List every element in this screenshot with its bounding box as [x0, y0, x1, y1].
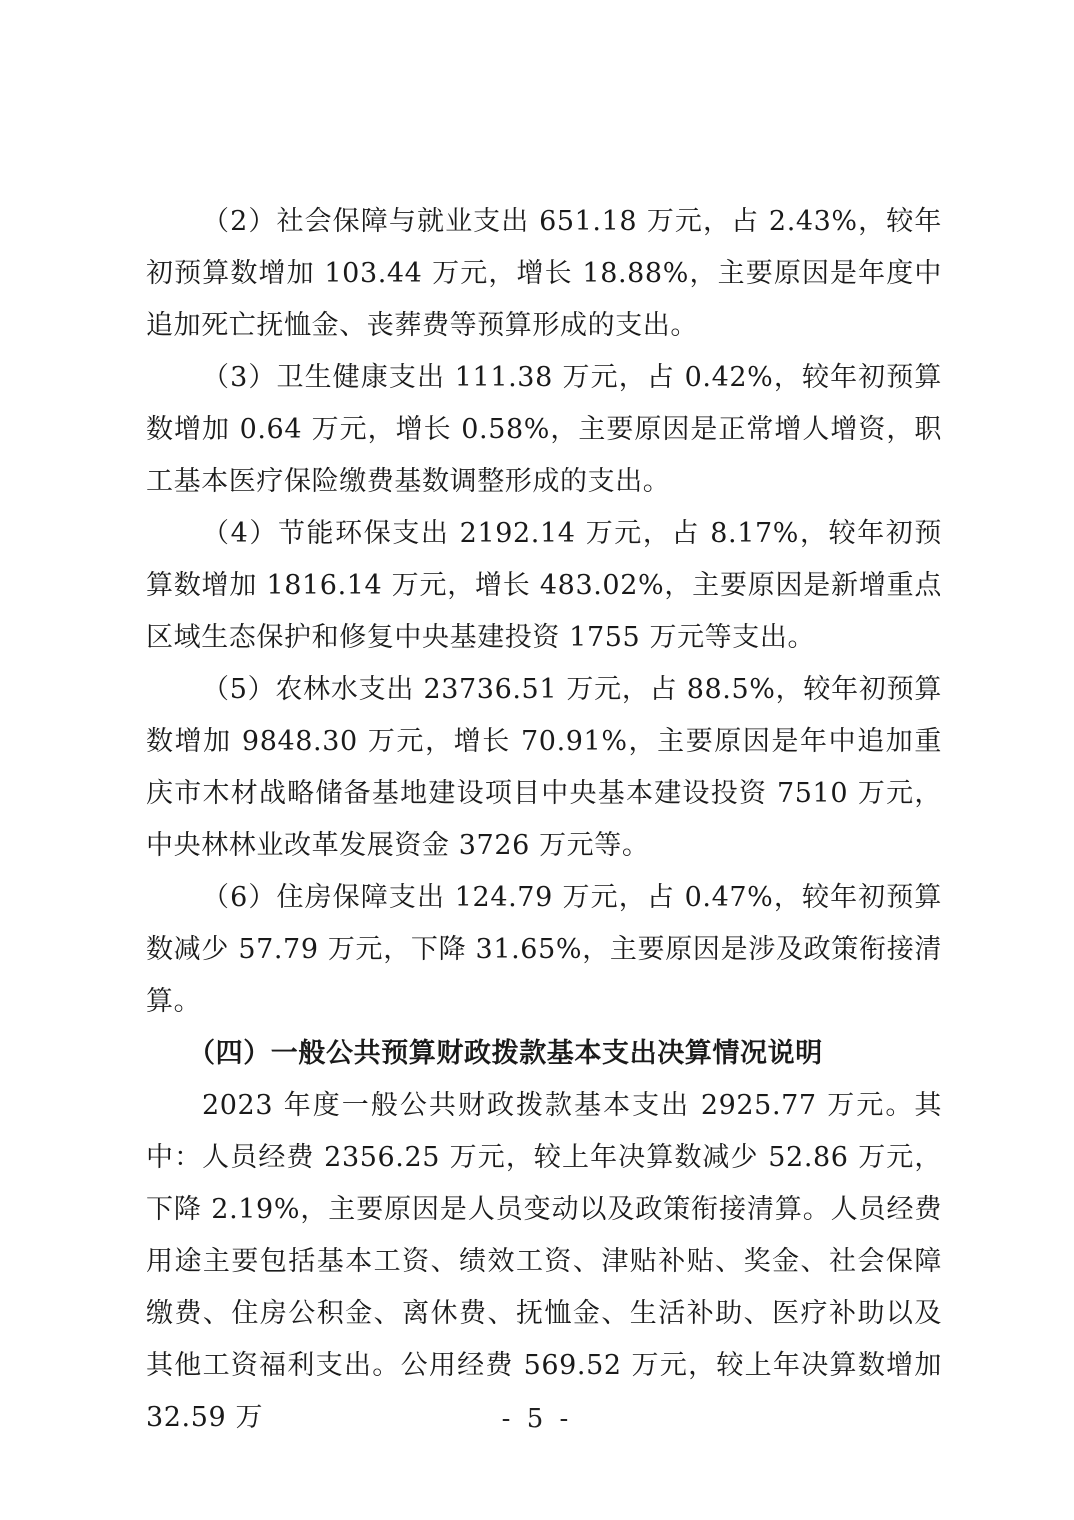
paragraph-energy-environment: （4）节能环保支出 2192.14 万元，占 8.17%，较年初预算数增加 1816.14 万元，增长 483.02%，主要原因是新增重点区域生态保护和修复中央基建投资 1755 万元等支出。: [146, 518, 942, 653]
paragraph-health: （3）卫生健康支出 111.38 万元，占 0.42%，较年初预算数增加 0.64 万元，增长 0.58%，主要原因是正常增人增资，职工基本医疗保险缴费基数调整形成的支出。: [146, 362, 942, 497]
page-number: - 5 -: [501, 1404, 573, 1434]
section-heading: （四）一般公共预算财政拨款基本支出决算情况说明: [188, 1038, 823, 1069]
paragraph-agriculture-forestry-water: （5）农林水支出 23736.51 万元，占 88.5%，较年初预算数增加 9848.30 万元，增长 70.91%，主要原因是年中追加重庆市木材战略储备基地建设项目中央基本建设投资 7510 万元，中央林林业改革发展资金 3726 万元等。: [146, 674, 942, 861]
paragraph-basic-expenditure: 2023 年度一般公共财政拨款基本支出 2925.77 万元。其中：人员经费 2356.25 万元，较上年决算数减少 52.86 万元，下降 2.19%，主要原因是人员变动以及政策衔接清算。人员经费用途主要包括基本工资、绩效工资、津贴补贴、奖金、社会保障缴费、住房公积金、离休费、抚恤金、生活补助、医疗补助以及其他工资福利支出。公用经费 569.52 万元，较上年决算数增加 32.59 万: [146, 1090, 942, 1433]
document-body: [146, 196, 942, 1444]
paragraph-housing: （6）住房保障支出 124.79 万元，占 0.47%，较年初预算数减少 57.79 万元，下降 31.65%，主要原因是涉及政策衔接清算。: [146, 882, 942, 1017]
paragraph-social-security: （2）社会保障与就业支出 651.18 万元，占 2.43%，较年初预算数增加 103.44 万元，增长 18.88%，主要原因是年度中追加死亡抚恤金、丧葬费等预算形成的支出。: [146, 206, 942, 341]
